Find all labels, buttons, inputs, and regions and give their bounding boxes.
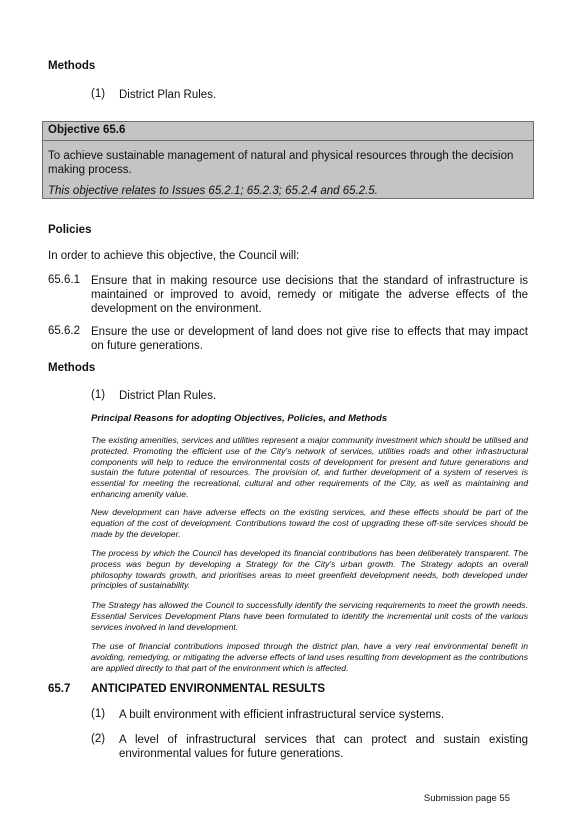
methods-heading: Methods <box>48 60 96 72</box>
policy-text: Ensure the use or development of land does not give rise to effects that may impact on future generations. <box>91 326 528 352</box>
result-text: A level of infrastructural services that can protect and sustain existing environmental values for future generations. <box>119 734 528 760</box>
objective-title: Objective 65.6 <box>48 124 126 136</box>
policy-text: Ensure that in making resource use decisions that the standard of infrastructure is maintained or improved to avoid, remedy or mitigate the adverse effects of the development on the environment. <box>91 275 528 315</box>
objective-text: To achieve sustainable management of natural and physical resources through the decision making process. <box>48 150 514 176</box>
objective-header <box>43 122 533 141</box>
reasons-paragraph: The process by which the Council has developed its financial contributions has been deliberately transparent. The process was begun by developing a Strategy for the City's urban growth. The Strategy adopts an overall philosophy towards growth, and prioritises areas to meet greenfield development needs, both developed under principles of sustainability. <box>91 548 528 591</box>
reasons-heading: Principal Reasons for adopting Objectives, Policies, and Methods <box>91 413 388 424</box>
method-number: (1) <box>91 389 106 401</box>
reasons-paragraph: The existing amenities, services and utilities represent a major community investment which should be utilised and protected. Promoting the efficient use of the City's network of services, utilities roads and other infrastructural components will help to reduce the environmental costs of development for present and future generations and sustain the future potential of resources. The provision of, and further development of a system of reserves is essential for meeting the recreational, cultural and other requirements of the City, as well as maintaining and enhancing amenity value. <box>91 435 528 499</box>
result-number: (1) <box>91 708 106 720</box>
result-number: (2) <box>91 733 106 745</box>
method-text: District Plan Rules. <box>119 390 217 402</box>
policies-intro: In order to achieve this objective, the Council will: <box>48 250 300 262</box>
result-text: A built environment with efficient infrastructural service systems. <box>119 709 445 721</box>
policy-number: 65.6.2 <box>48 325 80 337</box>
methods-heading: Methods <box>48 362 96 374</box>
results-heading: ANTICIPATED ENVIRONMENTAL RESULTS <box>91 683 326 695</box>
reasons-paragraph: The Strategy has allowed the Council to successfully identify the servicing requirements to meet the growth needs. Essential Services Development Plans have been formulated to identify the incremental unit costs of the various services involved in land development. <box>91 600 528 632</box>
method-number: (1) <box>91 88 106 100</box>
reasons-paragraph: The use of financial contributions imposed through the district plan, have a very real environmental benefit in avoiding, remedying, or mitigating the adverse effects of land uses resulting from development as the contributions are applied directly to that part of the environment which is affected. <box>91 641 528 673</box>
method-text: District Plan Rules. <box>119 89 217 101</box>
results-number: 65.7 <box>48 683 71 695</box>
policy-number: 65.6.1 <box>48 274 80 286</box>
objective-relates: This objective relates to Issues 65.2.1; 65.2.3; 65.2.4 and 65.2.5. <box>48 185 378 197</box>
objective-box <box>42 121 534 199</box>
page-number: Submission page 55 <box>423 793 510 804</box>
policies-heading: Policies <box>48 224 92 236</box>
reasons-paragraph: New development can have adverse effects on the existing services, and these effects should be part of the equation of the cost of development. Contributions toward the cost of upgrading these off-site services should be made by the developer. <box>91 507 528 539</box>
